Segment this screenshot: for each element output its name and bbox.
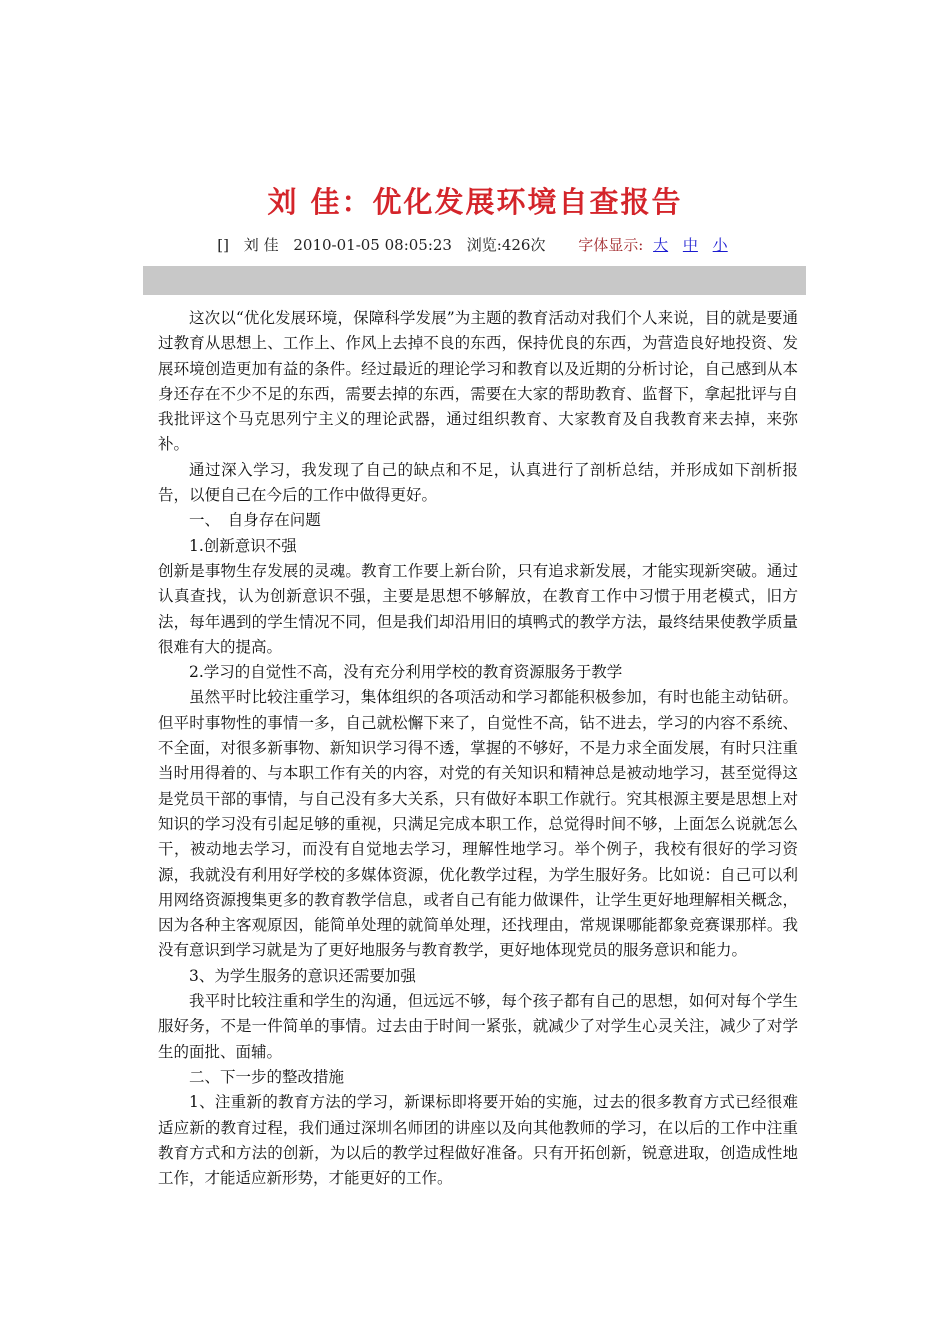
paragraph: 创新是事物生存发展的灵魂。教育工作要上新台阶，只有追求新发展，才能实现新突破。通过认真查找，认为创新意识不强，主要是思想不够解放，在教育工作中习惯于用老模式，旧方法，每年遇到的学生情况不同，但是我们却沿用旧的填鸭式的教学方法，最终结果使教学质量很难有大的提高。: [158, 561, 798, 656]
font-size-small-link[interactable]: 小: [712, 236, 728, 254]
font-size-label: 字体显示:: [578, 236, 644, 254]
font-size-medium-link[interactable]: 中: [682, 236, 698, 254]
paragraph: 通过深入学习，我发现了自己的缺点和不足，认真进行了剖析总结，并形成如下剖析报告，以便自己在今后的工作中做得更好。: [158, 460, 798, 505]
paragraph: 我平时比较注重和学生的沟通，但远远不够，每个孩子都有自己的思想，如何对每个学生服好务，不是一件简单的事情。过去由于时间一紧张，就减少了对学生心灵关注，减少了对学生的面批、面辅。: [158, 992, 798, 1061]
meta-datetime: 2010-01-05 08:05:23: [293, 236, 452, 254]
paragraph: 这次以“优化发展环境，保障科学发展”为主题的教育活动对我们个人来说，目的就是要通过教育从思想上、工作上、作风上去掉不良的东西，保持优良的东西，为营造良好地投资、发展环境创造更加有益的条件。经过最近的理论学习和教育以及近期的分析讨论，自己感到从本身还存在不少不足的东西，需要去掉的东西，需要在大家的帮助教育、监督下，拿起批评与自我批评这个马克思列宁主义的理论武器，通过组织教育、大家教育及自我教育来去掉，来弥补。: [158, 309, 798, 454]
article-meta: [0, 234, 950, 255]
subsection-heading: 2.学习的自觉性不高，没有充分利用学校的教育资源服务于教学: [189, 663, 623, 682]
font-size-large-link[interactable]: 大: [653, 236, 669, 254]
meta-views: 浏览:426次: [466, 236, 546, 254]
separator-bar: [143, 266, 806, 295]
meta-author: 刘 佳: [243, 236, 279, 254]
meta-bracket: []: [217, 236, 230, 254]
section-heading: 二、下一步的整改措施: [189, 1067, 345, 1086]
article-title: 刘 佳：优化发展环境自查报告: [267, 185, 683, 219]
subsection-heading: 3、为学生服务的意识还需要加强: [189, 966, 416, 985]
article-body: [158, 306, 798, 1191]
paragraph: 虽然平时比较注重学习，集体组织的各项活动和学习都能积极参加，有时也能主动钻研。但平时事物性的事情一多，自己就松懈下来了，自觉性不高，钻不进去，学习的内容不系统、不全面，对很多新事物、新知识学习得不透，掌握的不够好，不是力求全面发展，有时只注重当时用得着的、与本职工作有关的内容，对党的有关知识和精神总是被动地学习，甚至觉得这是党员干部的事情，与自己没有多大关系，只有做好本职工作就行。究其根源主要是思想上对知识的学习没有引起足够的重视，只满足完成本职工作，总觉得时间不够，上面怎么说就怎么干，被动地去学习，而没有自觉地去学习，理解性地学习。举个例子，我校有很好的学习资源，我就没有利用好学校的多媒体资源，优化教学过程，为学生服好务。比如说：自己可以利用网络资源搜集更多的教育教学信息，或者自己有能力做课件，让学生更好地理解相关概念，因为各种主客观原因，能简单处理的就简单处理，还找理由，常规课哪能都象竞赛课那样。我没有意识到学习就是为了更好地服务与教育教学，更好地体现党员的服务意识和能力。: [158, 688, 798, 960]
subsection-heading: 1.创新意识不强: [189, 536, 297, 555]
paragraph: 1、注重新的教育方法的学习，新课标即将要开始的实施，过去的很多教育方式已经很难适应新的教育过程，我们通过深圳名师团的讲座以及向其他教师的学习，在以后的工作中注重教育方式和方法的创新，为以后的教学过程做好准备。只有开拓创新，锐意进取，创造成性地工作，才能适应新形势，才能更好的工作。: [158, 1093, 798, 1188]
section-heading: 一、 自身存在问题: [189, 511, 321, 530]
